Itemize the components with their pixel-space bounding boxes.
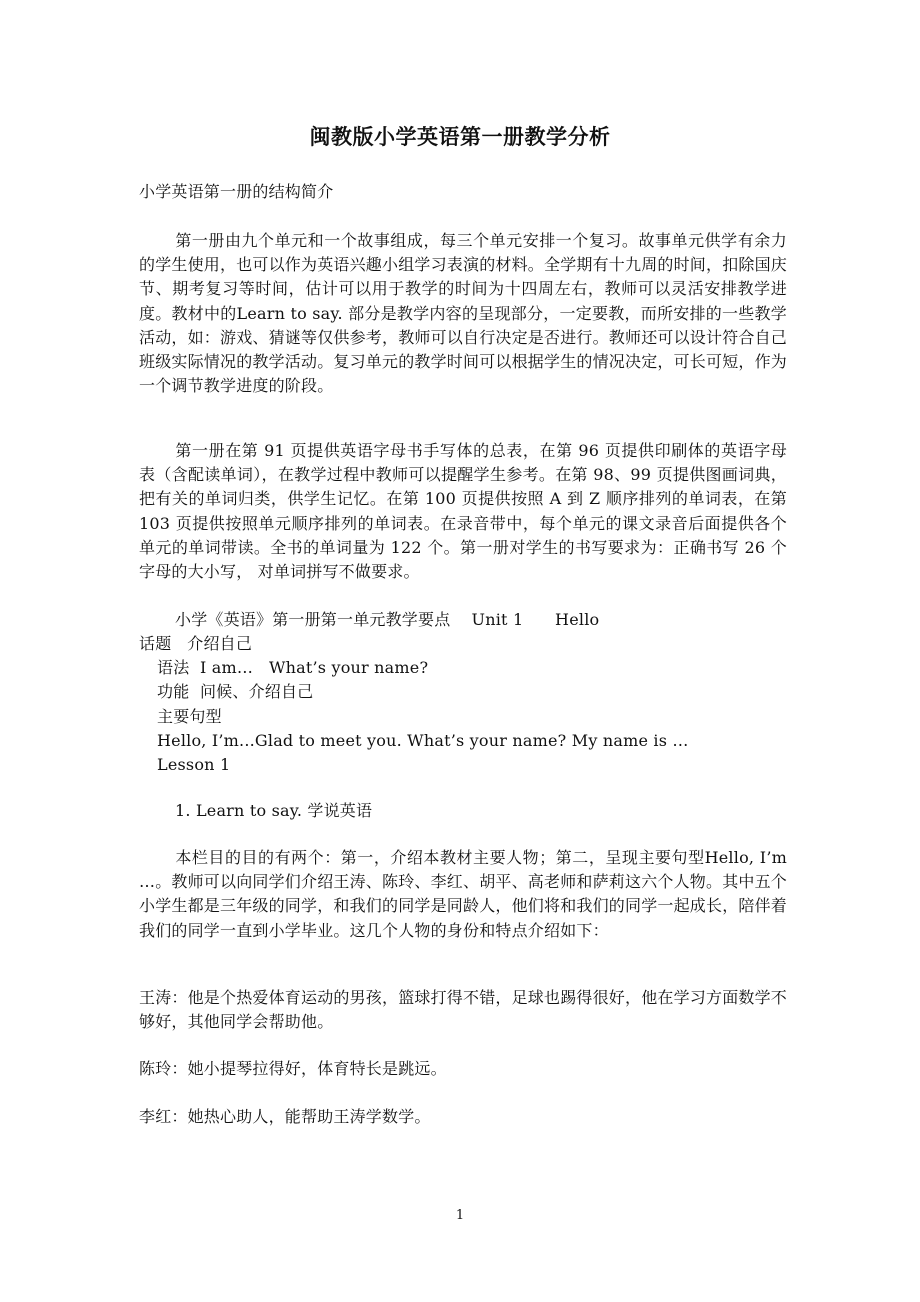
unit-header: 小学《英语》第一册第一单元教学要点 Unit 1 Hello xyxy=(175,610,600,629)
paragraph-text: 第一册在第 91 页提供英语字母书手写体的总表，在第 96 页提供印刷体的英语字母表（含配读单词），在教学过程中教师可以提醒学生参考。在第 98、99 页提供图画词典，把有关的单词归类，供学生记忆。在第 100 页提供按照 A 到 Z 顺序排列的单词表，在第 103 页提供按照单元顺序排列的单词表。在录音带中，每个单元的课文录音后面提供各个单元的单词带读。全书的单词量为 122 个。第一册对学生的书写要求为：正确书写 26 个字母的大小写， 对单词拼写不做要求。 xyxy=(139,441,787,582)
paragraph-text: 第一册由九个单元和一个故事组成，每三个单元安排一个复习。故事单元供学有余力的学生使用，也可以作为英语兴趣小组学习表演的材料。全学期有十九周的时间，扣除国庆节、期考复习等时间，估计可以用于教学的时间为十四周左右，教师可以灵活安排教学进度。教材中的Learn to say. 部分是教学内容的呈现部分，一定要教，而所安排的一些教学活动，如：游戏、猜谜等仅供参考，教师可以自行决定是否进行。教师还可以设计符合自己班级实际情况的教学活动。复习单元的教学时间可以根据学生的情况决定，可长可短，作为一个调节教学进度的阶段。 xyxy=(139,231,788,396)
unit-grammar: 语法 I am… What’s your name? xyxy=(157,658,429,677)
paragraph-intro xyxy=(139,846,787,943)
section-heading: 小学英语第一册的结构简介 xyxy=(139,182,334,201)
unit-lesson: Lesson 1 xyxy=(157,755,231,774)
character-chen-ling: 陈玲：她小提琴拉得好，体育特长是跳远。 xyxy=(139,1059,447,1078)
unit-function: 功能 问候、介绍自己 xyxy=(157,682,314,701)
paragraph-structure xyxy=(139,229,787,398)
paragraph-appendix xyxy=(139,439,787,584)
character-li-hong: 李红：她热心助人，能帮助王涛学数学。 xyxy=(139,1107,431,1126)
character-wang-tao: 王涛：他是个热爱体育运动的男孩，篮球打得不错，足球也踢得很好，他在学习方面数学不够好，其他同学会帮助他。 xyxy=(139,988,788,1032)
unit-patterns-label: 主要句型 xyxy=(157,707,222,726)
unit-topic: 话题 介绍自己 xyxy=(139,634,253,653)
unit-patterns: Hello, I’m...Glad to meet you. What’s your name? My name is … xyxy=(157,731,689,750)
document-title: 闽教版小学英语第一册教学分析 xyxy=(309,125,611,149)
paragraph-text: 本栏目的目的有两个：第一，介绍本教材主要人物；第二，呈现主要句型Hello, I’m …。教师可以向同学们介绍王涛、陈玲、李红、胡平、高老师和萨莉这六个人物。其中五个小学生都是三年级的同学，和我们的同学是同龄人，他们将和我们的同学一起成长，陪伴着我们的同学一直到小学毕业。这几个人物的身份和特点介绍如下： xyxy=(139,848,788,940)
learn-to-say-heading: 1. Learn to say. 学说英语 xyxy=(175,801,373,820)
page-number: 1 xyxy=(455,1208,465,1223)
